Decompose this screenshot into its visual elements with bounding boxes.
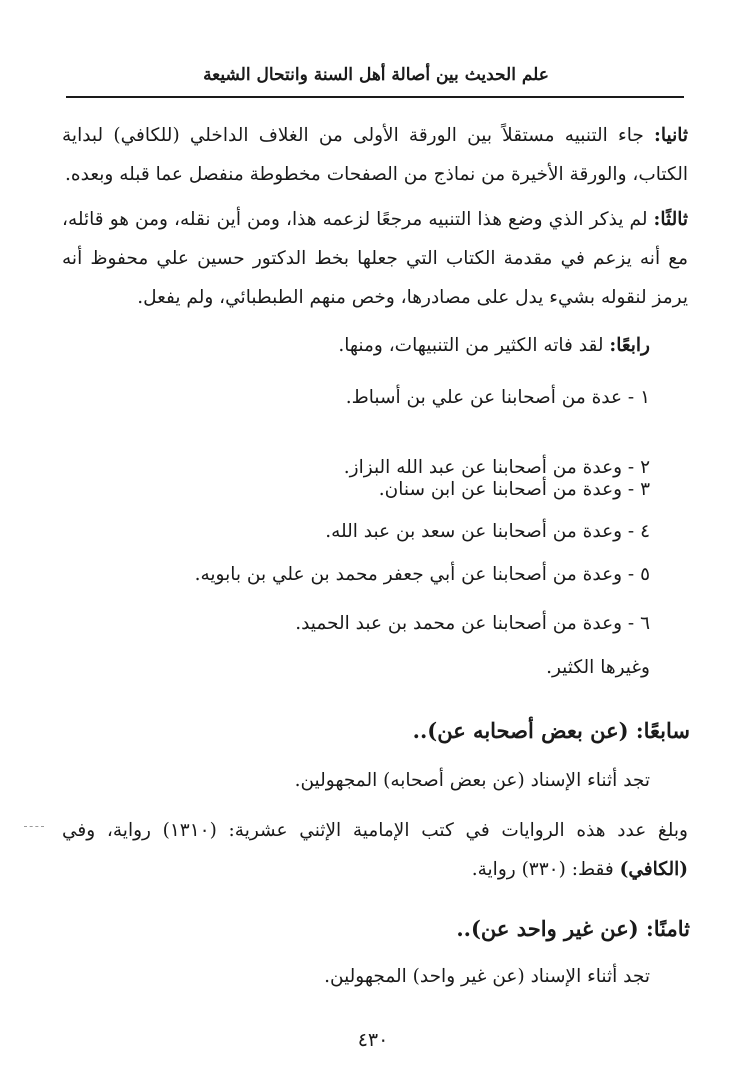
paragraph-text: وبلغ عدد هذه الروايات في كتب الإمامية الإثني عشرية: (١٣١٠) رواية، وفي (62, 820, 688, 841)
paragraph-lead: ثانيا: (654, 125, 688, 146)
section-line: تجد أثناء الإسناد (عن غير واحد) المجهولين. (324, 966, 650, 987)
paragraph-fourth (62, 326, 650, 365)
running-header-title: علم الحديث بين أصالة أهل السنة وانتحال الشيعة (203, 65, 549, 85)
book-name-bold: (الكافي) (619, 859, 688, 880)
paragraph-text-tail: فقط: (٣٣٠) رواية. (471, 859, 620, 880)
paragraph-lead: رابعًا: (609, 335, 650, 356)
list-item: ٤ - وعدة من أصحابنا عن سعد بن عبد الله. (325, 521, 650, 542)
list-item: ٥ - وعدة من أصحابنا عن أبي جعفر محمد بن علي بن بابويه. (194, 564, 650, 585)
paragraph-second (62, 116, 688, 194)
margin-mark (24, 826, 44, 827)
section-heading-seventh: سابعًا: (عن بعض أصحابه عن).. (412, 718, 690, 743)
paragraph-third (62, 200, 688, 317)
page-number: ٤٣٠ (357, 1029, 389, 1051)
paragraph-text: جاء التنبيه مستقلاً بين الورقة الأولى من الغلاف الداخلي (للكافي) لبداية الكتاب، والورقة الأخيرة من نماذج من الصفحات مخطوطة منفصل عما قبله وبعده. (62, 125, 688, 185)
paragraph-text: لقد فاته الكثير من التنبيهات، ومنها. (338, 335, 610, 356)
paragraph-count (62, 811, 688, 889)
section-line: تجد أثناء الإسناد (عن بعض أصحابه) المجهولين. (294, 770, 650, 791)
list-item: ١ - عدة من أصحابنا عن علي بن أسباط. (345, 387, 650, 408)
list-item: ٦ - وعدة من أصحابنا عن محمد بن عبد الحميد. (295, 613, 650, 634)
paragraph-text: لم يذكر الذي وضع هذا التنبيه مرجعًا لزعمه هذا، ومن أين نقله، ومن هو قائله، مع أنه يزعم في مقدمة الكتاب التي جعلها بخط الدكتور حسين علي محفوظ أنه يرمز لنقوله بشيء يدل على مصادرها، وخص منهم الطبطبائي، ولم يفعل. (62, 209, 688, 308)
paragraph-lead: ثالثًا: (653, 209, 688, 230)
header-rule (66, 96, 684, 98)
list-item: ٣ - وعدة من أصحابنا عن ابن سنان. (378, 479, 650, 500)
list-item: ٢ - وعدة من أصحابنا عن عبد الله البزاز. (343, 457, 650, 478)
section-heading-eighth: ثامنًا: (عن غير واحد عن).. (456, 916, 690, 941)
list-closing: وغيرها الكثير. (546, 657, 650, 678)
